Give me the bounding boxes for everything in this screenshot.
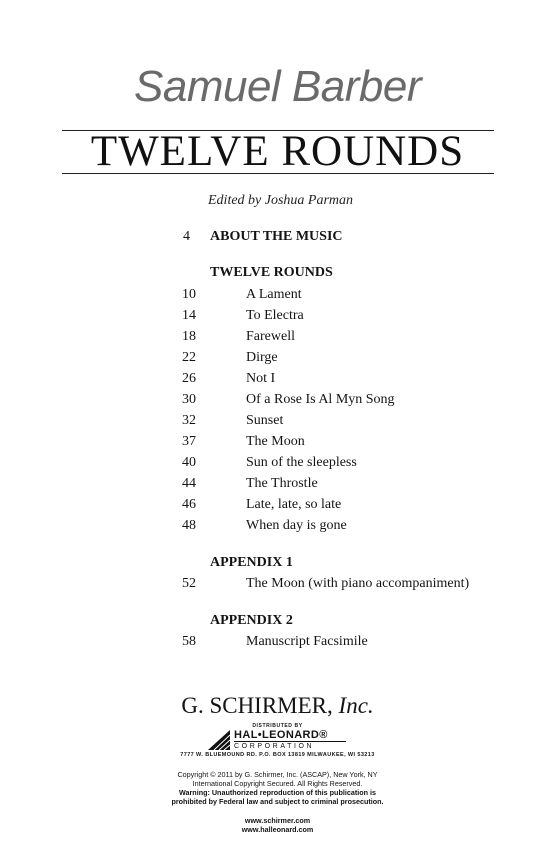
toc-entry-title: Sunset — [246, 413, 284, 428]
toc-page-number: 37 — [182, 434, 196, 449]
toc-entry-title: The Moon — [246, 434, 305, 449]
toc-page-number: 4 — [183, 229, 190, 244]
halleonard-url: www.halleonard.com — [241, 825, 314, 834]
toc-entry-title: The Throstle — [246, 476, 318, 491]
toc-page-number: 14 — [182, 308, 196, 323]
toc-entry-title: Of a Rose Is Al Myn Song — [246, 392, 395, 407]
publisher-name — [0, 693, 555, 719]
publisher-name-main: G. SCHIRMER, — [181, 693, 333, 718]
toc-heading-rounds: TWELVE ROUNDS — [210, 265, 333, 280]
toc-page-number: 26 — [182, 371, 196, 386]
toc-entry-title: Manuscript Facsimile — [246, 634, 368, 649]
warning-line-2: prohibited by Federal law and subject to criminal prosecution. — [171, 797, 384, 806]
distributed-by-label: DISTRIBUTED BY — [252, 723, 303, 729]
toc-page-number: 22 — [182, 350, 196, 365]
international-copyright: International Copyright Secured. All Rights Reserved. — [192, 779, 363, 788]
toc-entry-title: Farewell — [246, 329, 295, 344]
toc-page-number: 32 — [182, 413, 196, 428]
distributor-name: HAL•LEONARD® — [234, 729, 328, 741]
toc-page-number: 46 — [182, 497, 196, 512]
title-rule-bottom — [62, 173, 494, 174]
editor-credit: Edited by Joshua Parman — [208, 193, 354, 208]
hal-leonard-mark-icon — [208, 730, 230, 750]
toc-heading-appendix-2: APPENDIX 2 — [210, 613, 293, 628]
toc-page-number: 52 — [182, 576, 196, 591]
toc-entry-title: Sun of the sleepless — [246, 455, 357, 470]
hal-leonard-logo — [208, 730, 348, 750]
toc-heading-about: ABOUT THE MUSIC — [210, 229, 343, 244]
toc-page-number: 48 — [182, 518, 196, 533]
toc-page-number: 40 — [182, 455, 196, 470]
toc-page-number: 10 — [182, 287, 196, 302]
publisher-name-suffix: Inc. — [338, 693, 374, 718]
toc-entry-title: Not I — [246, 371, 276, 386]
schirmer-url: www.schirmer.com — [244, 816, 311, 825]
toc-entry-title: Dirge — [246, 350, 278, 365]
distributor-address: 7777 W. BLUEMOUND RD. P.O. BOX 13819 MILWAUKEE, WI 53213 — [180, 752, 375, 758]
book-title: TWELVE ROUNDS — [90, 128, 465, 175]
toc-entry-title: When day is gone — [246, 518, 347, 533]
toc-page-number: 44 — [182, 476, 196, 491]
toc-entry-title: A Lament — [246, 287, 302, 302]
toc-entry-title: To Electra — [246, 308, 304, 323]
composer-name: Samuel Barber — [134, 62, 421, 111]
toc-page-number: 58 — [182, 634, 196, 649]
toc-heading-appendix-1: APPENDIX 1 — [210, 555, 293, 570]
toc-entry-title: Late, late, so late — [246, 497, 342, 512]
copyright-notice: Copyright © 2011 by G. Schirmer, Inc. (ASCAP), New York, NY — [177, 770, 378, 779]
toc-page-number: 30 — [182, 392, 196, 407]
toc-entry-title: The Moon (with piano accompaniment) — [246, 576, 470, 591]
distributor-corporation: CORPORATION — [234, 741, 346, 751]
toc-page-number: 18 — [182, 329, 196, 344]
warning-line-1: Warning: Unauthorized reproduction of this publication is — [179, 788, 376, 797]
